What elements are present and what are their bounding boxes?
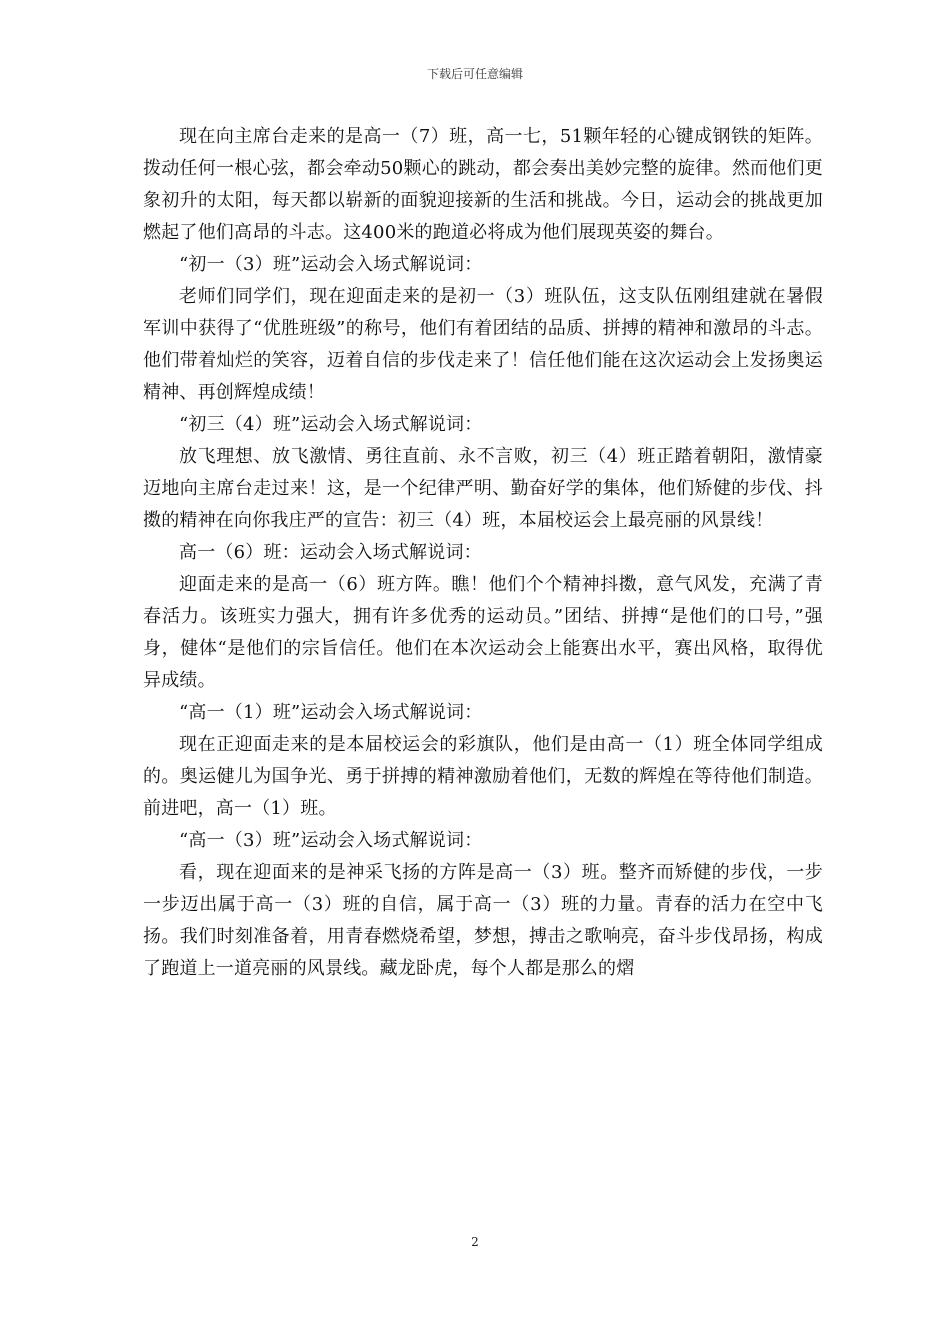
paragraph-junior3-4: 放飞理想、放飞激情、勇往直前、永不言败，初三（4）班正踏着朝阳，激情豪迈地向主席台走过来！这，是一个纪律严明、勤奋好学的集体，他们矫健的步伐、抖擞的精神在向你我庄严的宣告：初三（4）班，本届校运会上最亮丽的风景线！: [143, 446, 823, 531]
page-number: 2: [471, 1235, 479, 1249]
paragraph-class-senior1-7: 现在向主席台走来的是高一（7）班，高一七，51颗年轻的心键成钢铁的矩阵。拨动任何一根心弦，都会牵动50颗心的跳动，都会奏出美妙完整的旋律。然而他们更象初升的太阳，每天都以崭新的面貌迎接新的生活和挑战。今日，运动会的挑战更加燃起了他们高昂的斗志。这400米的跑道必将成为他们展现英姿的舞台。: [143, 126, 823, 243]
paragraph-senior1-6: 迎面走来的是高一（6）班方阵。瞧！他们个个精神抖擞，意气风发，充满了青春活力。该班实力强大，拥有许多优秀的运动员。”团结、拼搏“是他们的口号，”强身，健体“是他们的宗旨信任。他们在本次运动会上能赛出水平，赛出风格，取得优异成绩。: [143, 574, 823, 691]
heading-senior1-1: “高一（1）班”运动会入场式解说词：: [179, 702, 483, 723]
paragraph-senior1-1: 现在正迎面走来的是本届校运会的彩旗队，他们是由高一（1）班全体同学组成的。奥运健儿为国争光、勇于拼搏的精神激励着他们，无数的辉煌在等待他们制造。前进吧，高一（1）班。: [143, 734, 823, 819]
heading-senior1-6: 高一（6）班：运动会入场式解说词：: [179, 542, 482, 563]
heading-junior1-3: “初一（3）班”运动会入场式解说词：: [179, 254, 483, 275]
paragraph-junior1-3: 老师们同学们，现在迎面走来的是初一（3）班队伍，这支队伍刚组建就在暑假军训中获得了“优胜班级”的称号，他们有着团结的品质、拼搏的精神和激昂的斗志。他们带着灿烂的笑容，迈着自信的步伐走来了！信任他们能在这次运动会上发扬奥运精神、再创辉煌成绩！: [143, 286, 823, 403]
document-body: [143, 121, 823, 985]
heading-junior3-4: “初三（4）班”运动会入场式解说词：: [179, 414, 483, 435]
page-header: 下载后可任意编辑: [426, 67, 523, 81]
heading-senior1-3: “高一（3）班”运动会入场式解说词：: [179, 830, 483, 851]
paragraph-senior1-3: 看，现在迎面来的是神采飞扬的方阵是高一（3）班。整齐而矫健的步伐，一步一步迈出属于高一（3）班的自信，属于高一（3）班的力量。青春的活力在空中飞扬。我们时刻准备着，用青春燃烧希望，梦想，搏击之歌响亮，奋斗步伐昂扬，构成了跑道上一道亮丽的风景线。藏龙卧虎，每个人都是那么的熠: [143, 862, 823, 979]
